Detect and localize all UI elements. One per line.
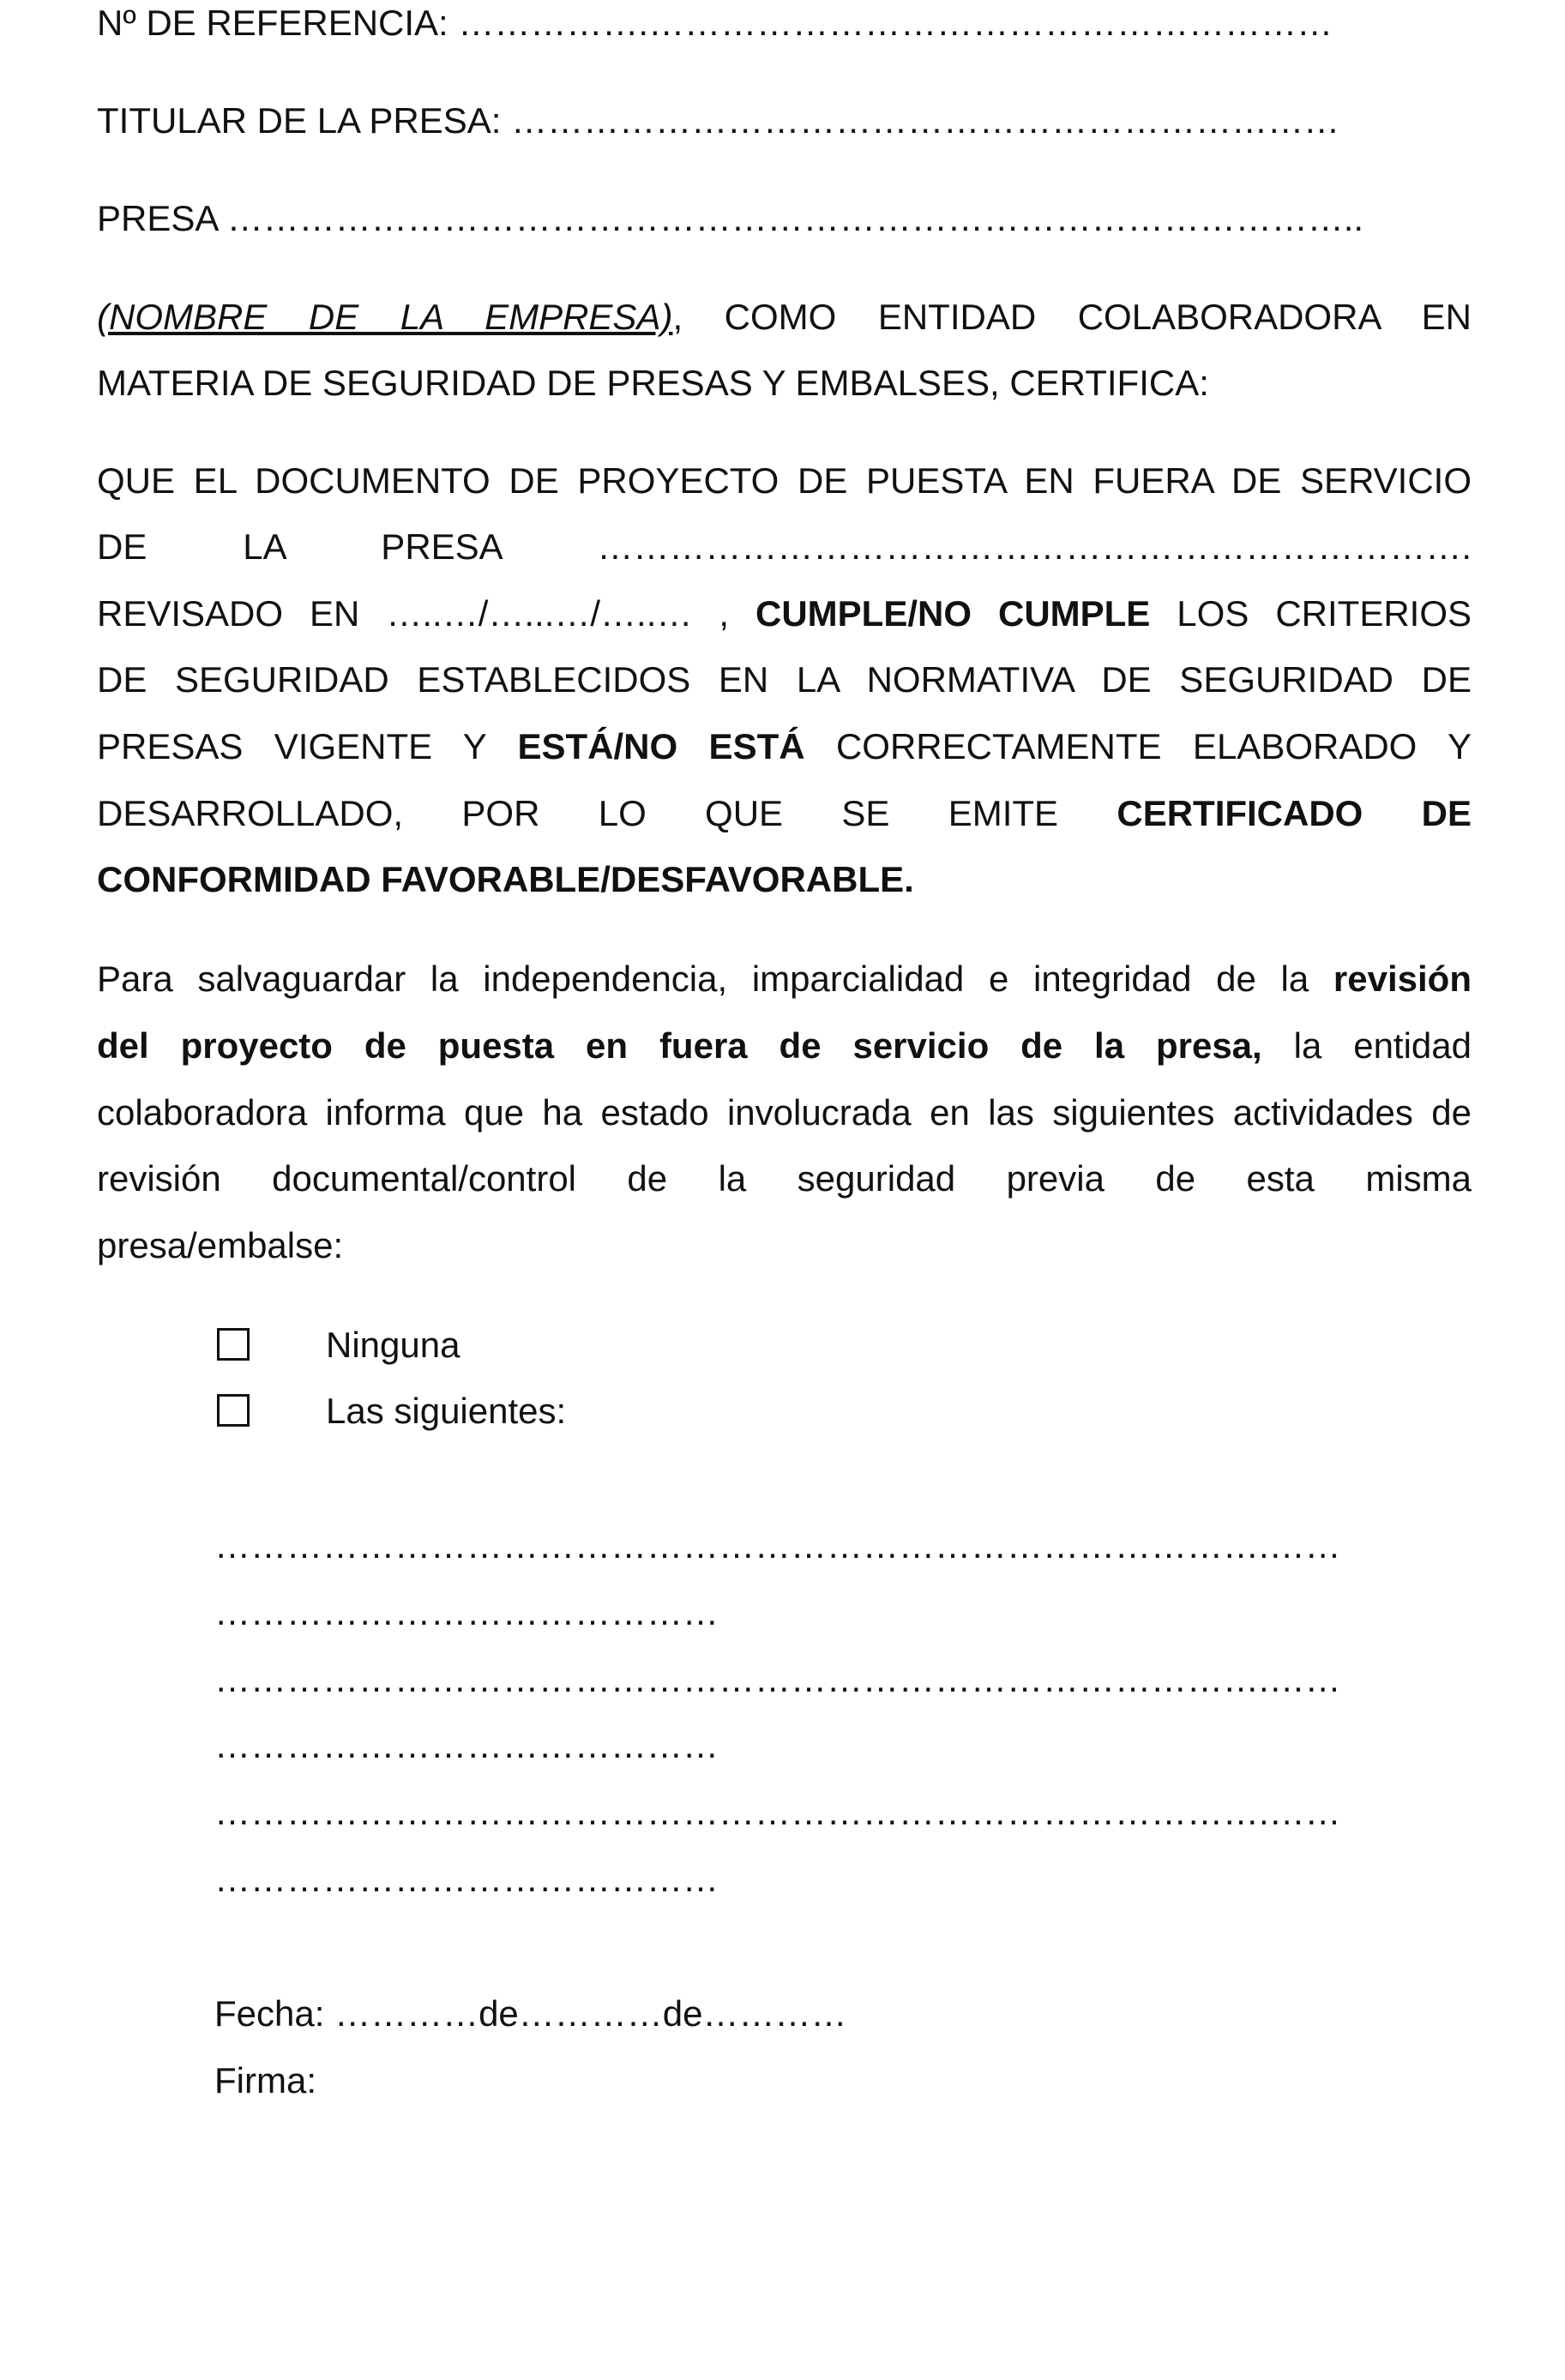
ninguna-label: Ninguna — [326, 1325, 460, 1365]
ninguna-checkbox[interactable] — [217, 1328, 250, 1361]
statement-line-6 — [97, 793, 1472, 834]
cumple-option: CUMPLE/NO CUMPLE — [755, 593, 1151, 634]
statement-line-2[interactable]: DE LA PRESA ………………………………………………………………. — [97, 526, 1472, 567]
activity-line-1-cont[interactable]: …………………………………… — [214, 1592, 719, 1632]
firma-field[interactable]: Firma: — [214, 2060, 316, 2101]
activity-line-1[interactable]: …………………………………………………………………………….…… — [214, 1525, 1341, 1566]
activity-line-2-cont[interactable]: …………………………………… — [214, 1725, 719, 1765]
statement-line-6-a: DESARROLLADO, POR LO QUE SE EMITE — [97, 793, 1117, 833]
statement-line-5-rest: CORRECTAMENTE ELABORADO Y — [804, 726, 1472, 766]
presa-field[interactable]: PRESA ………………………………………………………………………………….. — [97, 198, 1364, 238]
statement-line-4: DE SEGURIDAD ESTABLECIDOS EN LA NORMATIVA DE SEGURIDAD DE — [97, 659, 1472, 700]
empresa-name-placeholder[interactable]: (NOMBRE DE LA EMPRESA) — [97, 297, 673, 337]
certificado-bold: CERTIFICADO DE — [1117, 793, 1472, 833]
statement-line-1: QUE EL DOCUMENTO DE PROYECTO DE PUESTA EN FUERA DE SERVICIO — [97, 460, 1472, 501]
certifica-line-2: MATERIA DE SEGURIDAD DE PRESAS Y EMBALSES, CERTIFICA: — [97, 363, 1209, 403]
certifica-line-1-rest: , COMO ENTIDAD COLABORADORA EN — [672, 297, 1472, 337]
certifica-line-1 — [97, 297, 1472, 338]
independence-line-2-rest: la entidad — [1261, 1025, 1472, 1066]
activity-line-2[interactable]: …………………………………………………………………………….…… — [214, 1659, 1341, 1699]
independence-line-1 — [97, 959, 1472, 1000]
statement-line-3 — [97, 593, 1472, 634]
independence-line-4: revisión documental/control de la seguridad previa de esta misma — [97, 1158, 1472, 1199]
revision-bold: revisión — [1333, 959, 1472, 999]
proyecto-bold: del proyecto de puesta en fuera de servicio de la presa, — [97, 1025, 1262, 1066]
activity-line-3-cont[interactable]: …………………………………… — [214, 1859, 719, 1899]
independence-line-5: presa/embalse: — [97, 1225, 344, 1265]
statement-line-5 — [97, 726, 1472, 767]
las-siguientes-checkbox[interactable] — [217, 1394, 250, 1427]
independence-line-3: colaboradora informa que ha estado involucrada en las siguientes actividades de — [97, 1092, 1472, 1133]
independence-line-1-a: Para salvaguardar la independencia, imparcialidad e integridad de la — [97, 959, 1333, 999]
statement-line-3-rest: LOS CRITERIOS — [1150, 593, 1472, 634]
conformidad-line: CONFORMIDAD FAVORABLE/DESFAVORABLE. — [97, 859, 914, 899]
independence-line-2 — [97, 1025, 1472, 1067]
referencia-field[interactable]: Nº DE REFERENCIA: …………….………………………………………………… — [97, 3, 1333, 43]
revisado-date[interactable]: REVISADO EN …..…/…...…/…..… , — [97, 593, 756, 634]
titular-field[interactable]: TITULAR DE LA PRESA: …………………………………………………………… — [97, 100, 1340, 141]
statement-line-5-a: PRESAS VIGENTE Y — [97, 726, 518, 766]
fecha-field[interactable]: Fecha: …………de…………de………… — [214, 1993, 847, 2034]
esta-option: ESTÁ/NO ESTÁ — [517, 726, 805, 766]
activity-line-3[interactable]: …………………………………………………………………………….…… — [214, 1792, 1341, 1832]
las-siguientes-label: Las siguientes: — [326, 1391, 567, 1431]
